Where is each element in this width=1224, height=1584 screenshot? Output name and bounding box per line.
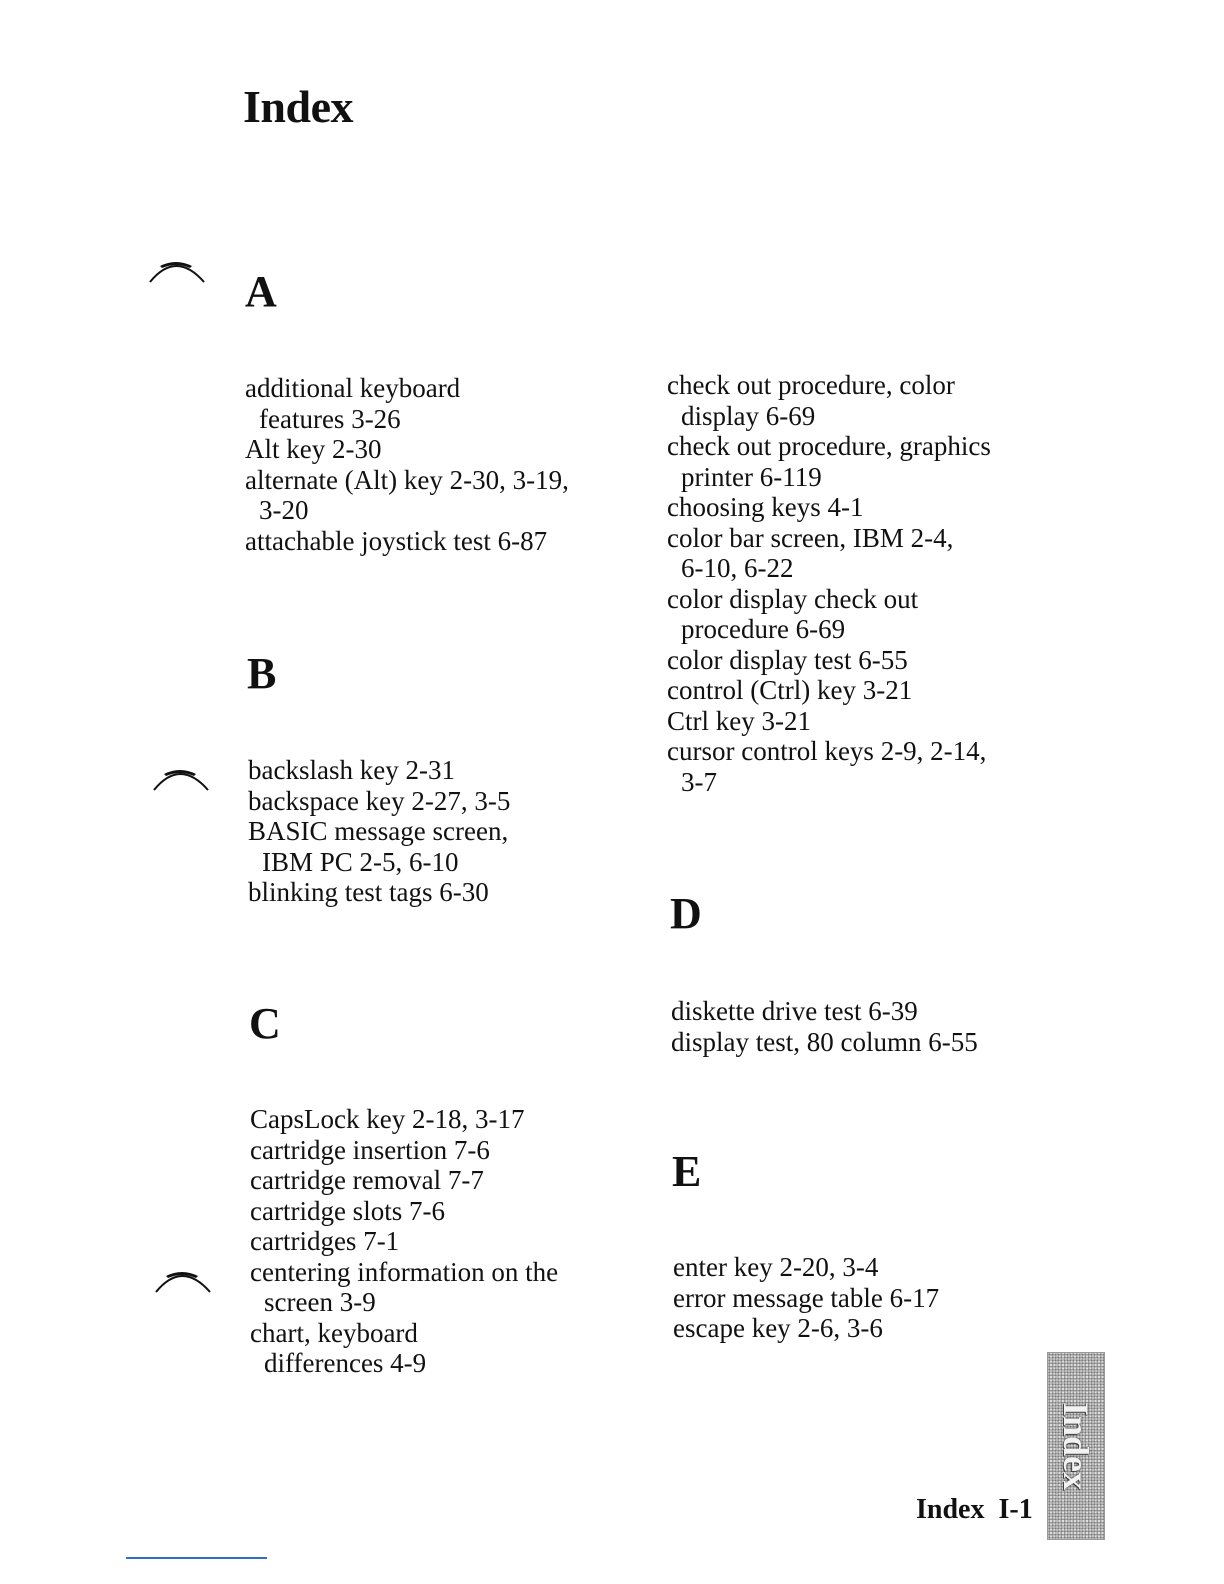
index-entry: check out procedure, graphics — [667, 431, 991, 461]
index-entries-d — [671, 996, 978, 1057]
footer-label: Index — [916, 1494, 985, 1525]
index-entries-c-continued — [667, 370, 991, 797]
page-title: Index — [243, 81, 353, 132]
index-entry: Alt key 2-30 — [245, 434, 382, 464]
index-entry: blinking test tags 6-30 — [248, 877, 489, 907]
index-entry: cartridges 7-1 — [250, 1226, 400, 1256]
index-entry: additional keyboard — [245, 373, 461, 403]
index-entry: error message table 6-17 — [673, 1282, 940, 1313]
index-entry: cartridge insertion 7-6 — [250, 1134, 490, 1165]
index-entry: control (Ctrl) key 3-21 — [667, 675, 913, 705]
index-entry: check out procedure, color — [667, 370, 955, 400]
index-entry-continuation: IBM PC 2-5, 6-10 — [262, 846, 459, 877]
binder-hole-mark-bottom — [152, 1262, 212, 1306]
index-entry: choosing keys 4-1 — [667, 492, 864, 522]
index-entry-continuation: 3-20 — [259, 495, 309, 525]
side-tab-label: Index — [1056, 1401, 1096, 1491]
bottom-rule — [126, 1557, 267, 1559]
binder-hole-mark-top — [146, 252, 206, 296]
index-entries-c — [250, 1104, 558, 1379]
index-entry: display test, 80 column 6-55 — [671, 1026, 978, 1057]
index-entry: CapsLock key 2-18, 3-17 — [250, 1104, 525, 1134]
index-entry: Ctrl key 3-21 — [667, 705, 811, 736]
index-entry-continuation: features 3-26 — [259, 403, 401, 434]
index-side-tab — [1047, 1352, 1105, 1540]
page-footer — [916, 1494, 1033, 1526]
index-entry: attachable joystick test 6-87 — [245, 525, 548, 556]
section-letter-a: A — [245, 267, 277, 316]
page-number: I-1 — [998, 1494, 1033, 1525]
index-entry: enter key 2-20, 3-4 — [673, 1252, 879, 1282]
index-entry: backspace key 2-27, 3-5 — [248, 785, 511, 816]
index-entry: escape key 2-6, 3-6 — [673, 1313, 883, 1343]
index-entries-e — [673, 1252, 939, 1344]
binder-hole-mark-middle — [150, 760, 210, 804]
index-entry: BASIC message screen, — [248, 816, 509, 846]
index-entry-continuation: display 6-69 — [681, 400, 816, 431]
index-entry-continuation: procedure 6-69 — [681, 614, 846, 644]
index-entry: diskette drive test 6-39 — [671, 996, 918, 1026]
index-entries-b — [248, 755, 510, 908]
index-entry: color display check out — [667, 583, 919, 614]
index-entry: alternate (Alt) key 2-30, 3-19, — [245, 464, 569, 495]
index-entry: cartridge slots 7-6 — [250, 1195, 445, 1226]
section-letter-b: B — [247, 649, 277, 698]
index-entry-continuation: screen 3-9 — [264, 1287, 376, 1317]
index-entry: chart, keyboard — [250, 1317, 418, 1348]
index-entry-continuation: differences 4-9 — [264, 1348, 427, 1378]
index-entries-a — [245, 373, 569, 556]
index-entry-continuation: 3-7 — [681, 766, 717, 797]
section-letter-c: C — [249, 999, 281, 1048]
index-entry: cartridge removal 7-7 — [250, 1165, 484, 1195]
index-entry: color display test 6-55 — [667, 644, 908, 675]
index-entry: centering information on the — [250, 1256, 559, 1287]
index-entry-continuation: 6-10, 6-22 — [681, 553, 794, 583]
index-entry: cursor control keys 2-9, 2-14, — [667, 736, 987, 766]
section-letter-e: E — [672, 1147, 702, 1196]
index-entry: color bar screen, IBM 2-4, — [667, 522, 954, 553]
index-entry: backslash key 2-31 — [248, 755, 455, 785]
index-entry-continuation: printer 6-119 — [681, 461, 822, 492]
section-letter-d: D — [670, 889, 702, 938]
